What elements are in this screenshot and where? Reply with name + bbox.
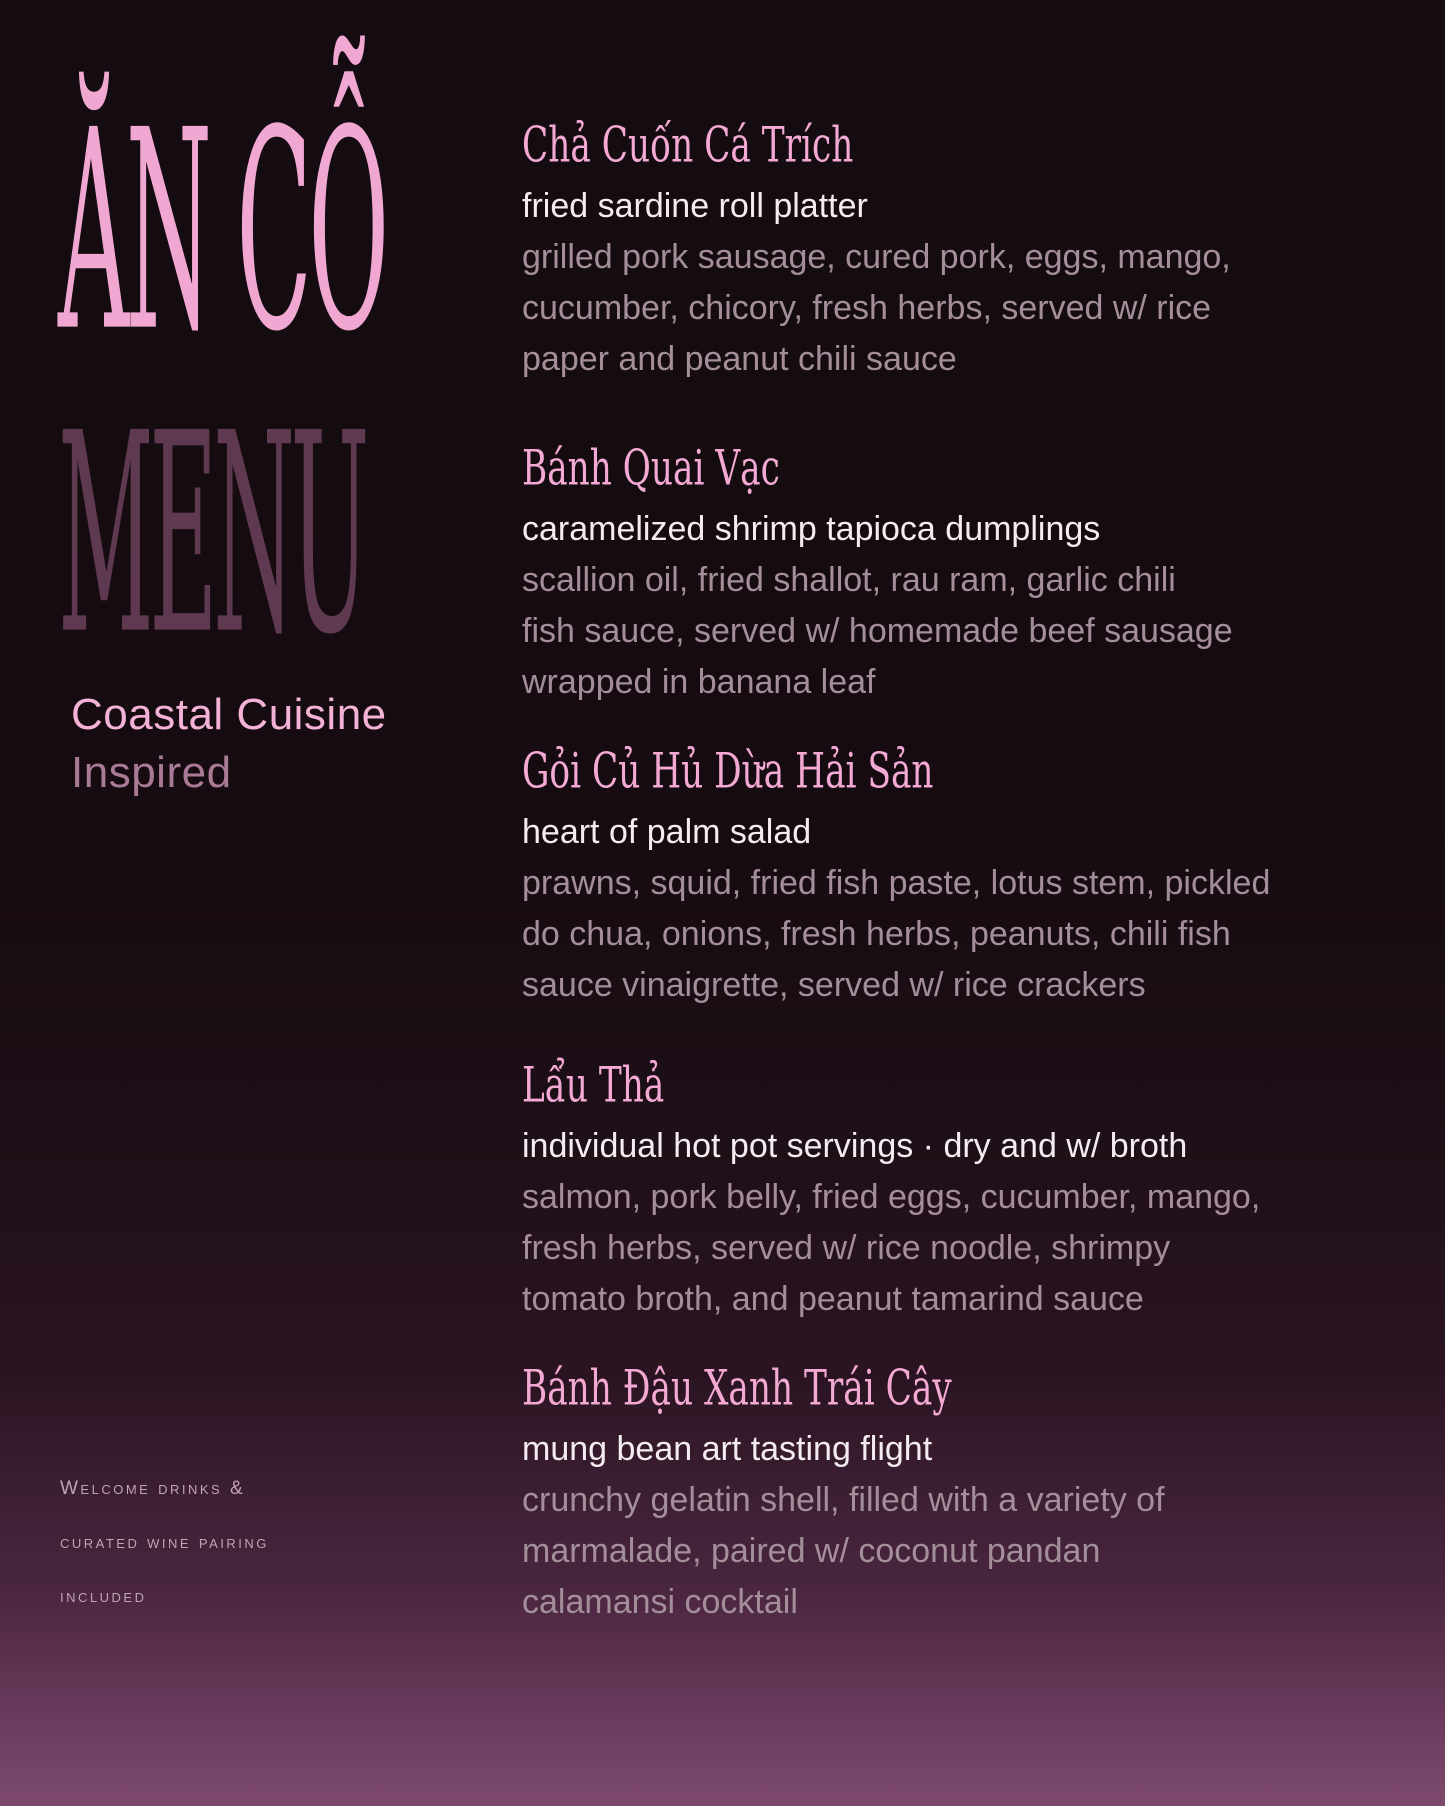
description-line: cucumber, chicory, fresh herbs, served w/ rice xyxy=(522,289,1212,327)
menu-item-subtitle: fried sardine roll platter xyxy=(522,187,868,225)
menu-item-banh-dau-xanh xyxy=(522,1360,1402,1628)
description-line: fish sauce, served w/ homemade beef sausage xyxy=(522,612,1233,650)
description-line: salmon, pork belly, fried eggs, cucumber, mango, xyxy=(522,1178,1261,1216)
menu-item-description xyxy=(522,555,1402,708)
menu-title-an-co: ĂN CỖ xyxy=(58,72,386,394)
menu-item-cha-cuon xyxy=(522,117,1402,385)
menu-item-name: Bánh Đậu Xanh Trái Cây xyxy=(522,1360,952,1417)
description-line: paper and peanut chili sauce xyxy=(522,340,957,378)
menu-item-name: Chả Cuốn Cá Trích xyxy=(522,117,854,174)
menu-item-description xyxy=(522,232,1402,385)
menu-item-name: Bánh Quai Vạc xyxy=(522,440,780,497)
menu-item-name: Lẩu Thả xyxy=(522,1057,665,1114)
description-line: scallion oil, fried shallot, rau ram, garlic chili xyxy=(522,561,1176,599)
left-panel xyxy=(0,0,480,1806)
description-line: crunchy gelatin shell, filled with a variety of xyxy=(522,1481,1165,1519)
note-line: curated wine pairing xyxy=(60,1532,269,1553)
menu-item-lau-tha xyxy=(522,1057,1402,1325)
menu-item-subtitle: mung bean art tasting flight xyxy=(522,1430,933,1468)
cuisine-subtitle-line-1: Coastal Cuisine xyxy=(71,690,387,739)
menu-item-subtitle: individual hot pot servings · dry and w/ broth xyxy=(522,1127,1188,1165)
description-line: fresh herbs, served w/ rice noodle, shrimpy xyxy=(522,1229,1171,1267)
menu-item-name: Gỏi Củ Hủ Dừa Hải Sản xyxy=(522,743,934,800)
menu-item-subtitle: heart of palm salad xyxy=(522,813,812,851)
included-note xyxy=(60,1462,440,1624)
description-line: marmalade, paired w/ coconut pandan xyxy=(522,1532,1101,1570)
description-line: sauce vinaigrette, served w/ rice crackers xyxy=(522,966,1146,1004)
menu-item-goi-cu-hu-dua xyxy=(522,743,1402,1011)
description-line: grilled pork sausage, cured pork, eggs, mango, xyxy=(522,238,1231,276)
menu-item-description xyxy=(522,1172,1402,1325)
note-line: Welcome drinks & xyxy=(60,1478,246,1499)
description-line: wrapped in banana leaf xyxy=(522,663,876,701)
cuisine-subtitle-line-2: Inspired xyxy=(71,748,232,797)
note-line: included xyxy=(60,1586,147,1607)
menu-item-description xyxy=(522,1475,1402,1628)
description-line: tomato broth, and peanut tamarind sauce xyxy=(522,1280,1144,1318)
menu-item-description xyxy=(522,858,1402,1011)
menu-title-menu: MENU xyxy=(58,375,366,697)
menu-item-banh-quai-vac xyxy=(522,440,1402,708)
menu-item-subtitle: caramelized shrimp tapioca dumplings xyxy=(522,510,1101,548)
description-line: do chua, onions, fresh herbs, peanuts, chili fish xyxy=(522,915,1231,953)
description-line: prawns, squid, fried fish paste, lotus stem, pickled xyxy=(522,864,1271,902)
description-line: calamansi cocktail xyxy=(522,1583,798,1621)
